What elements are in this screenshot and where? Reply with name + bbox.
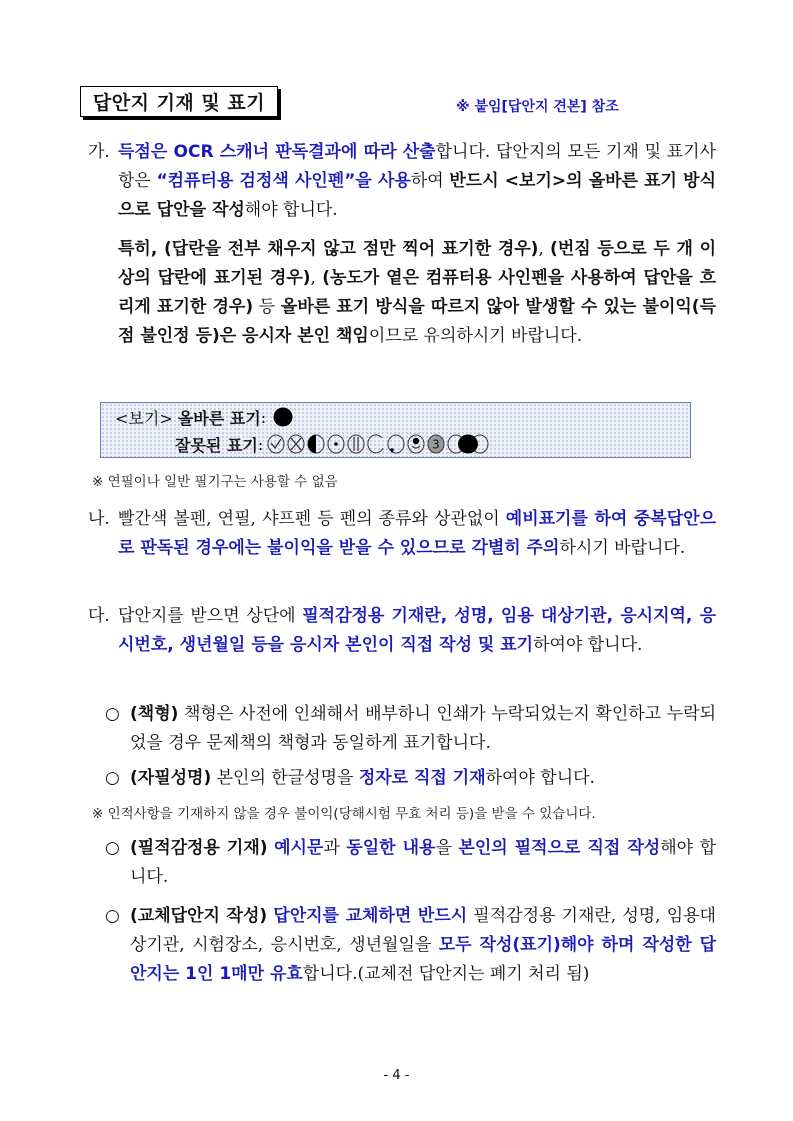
- ga-text: ,: [538, 239, 551, 259]
- bullet-circle: ○: [105, 704, 120, 724]
- correct-mark-row: [115, 405, 294, 429]
- ga-case-1: 특히, (답란을 전부 채우지 않고 점만 찍어 표기한 경우): [118, 239, 539, 259]
- replacement-text: 필적감정용 기재란, 성명, 임용대상기관, 시험장소, 응시번호, 생년월일을: [130, 906, 716, 955]
- section-ga-paragraph-1: [118, 138, 716, 225]
- da-highlight-fields: 필적감정용 기재란, 성명, 임용 대상기관, 응시지역, 응시번호, 생년월일 등을 응시자 본인이 직접 작성 및 표기: [118, 606, 716, 655]
- wrong-mark-row: [175, 432, 489, 456]
- page-number: - 4 -: [383, 1068, 410, 1083]
- signature-highlight: 정자로 직접 기재: [358, 768, 486, 788]
- na-text: 빨간색 볼펜, 연필, 샤프펜 등 펜의 종류와 상관없이: [118, 509, 506, 529]
- half-filled-icon: [307, 434, 325, 454]
- partial-circle-icon: [367, 434, 385, 454]
- example-prefix: <보기>: [115, 408, 173, 428]
- bullet-handwriting: [130, 834, 716, 892]
- handwriting-same-content: 동일한 내용: [346, 838, 436, 858]
- number-three-mark-icon: [427, 434, 445, 454]
- ga-text: 해야 합니다.: [244, 200, 338, 220]
- bullet-replacement: [130, 902, 716, 989]
- section-ga-marker: 가.: [88, 142, 110, 162]
- handwriting-text: 해야 합니다.: [130, 838, 716, 887]
- ga-text: 합니다. 답안지의 모든 기재 및 표기사항은: [118, 142, 716, 191]
- section-ga-paragraph-2: [118, 235, 716, 351]
- smudge-mark-icon: [407, 434, 425, 454]
- ga-case-2: (번짐 등으로 두 개 이상의 답란에 표기된 경우): [118, 239, 716, 288]
- section-da-paragraph: [118, 602, 716, 660]
- bullet-signature: [130, 764, 716, 793]
- ga-text: 등: [253, 297, 281, 317]
- bullet-circle: ○: [105, 768, 120, 788]
- colon: :: [257, 434, 264, 454]
- ga-case-3: (농도가 옅은 컴퓨터용 사인펜을 사용하여 답안을 흐리게 표기한 경우): [118, 268, 716, 317]
- filled-circle-icon: [272, 406, 294, 428]
- handwriting-head: (필적감정용 기재): [130, 838, 268, 858]
- ga-text: 이므로 유의하시기 바랍니다.: [368, 326, 583, 346]
- pencil-note: ※ 연필이나 일반 필기구는 사용할 수 없음: [92, 474, 338, 490]
- handwriting-example: 예시문: [274, 838, 324, 858]
- bullet-circle: ○: [105, 838, 120, 858]
- correct-mark-label: 올바른 표기: [177, 408, 261, 428]
- ga-bold-method: 반드시 <보기>의 올바른 표기 방식으로 답안을 작성: [118, 171, 716, 220]
- da-text: 답안지를 받으면 상단에: [118, 606, 303, 626]
- wrong-mark-label: 잘못된 표기: [175, 435, 258, 455]
- replacement-head: (교체답안지 작성): [130, 906, 268, 926]
- replacement-highlight-1: 답안지를 교체하면 반드시: [273, 906, 468, 926]
- na-text: 하시기 바랍니다.: [559, 538, 686, 558]
- low-dot-mark-icon: [387, 434, 405, 454]
- na-highlight-warning: 예비표기를 하여 중복답안으로 판독된 경우에는 불이익을 받을 수 있으므로 각별히 주의: [118, 509, 716, 558]
- wrong-marks: [267, 434, 489, 454]
- section-da-marker: 다.: [88, 606, 110, 626]
- section-na-paragraph: [118, 505, 716, 563]
- signature-head: (자필성명): [130, 768, 212, 788]
- bullet-booklet-type: [130, 700, 716, 758]
- reference-note: ※ 붙임[답안지 견본] 참조: [456, 99, 619, 115]
- bullet-circle: ○: [105, 906, 120, 926]
- identity-note: ※ 인적사항을 기재하지 않을 경우 불이익(당해시험 무효 처리 등)을 받을 수 있습니다.: [92, 806, 596, 822]
- ga-highlight-pen: “컴퓨터용 검정색 사인펜”을 사용: [156, 171, 411, 191]
- ga-text: 하여: [410, 171, 450, 191]
- check-mark-icon: [267, 434, 285, 454]
- line-mark-icon: [347, 434, 365, 454]
- signature-text: 본인의 한글성명을: [211, 768, 359, 788]
- x-mark-icon: [287, 434, 305, 454]
- number-three-text: 3: [432, 437, 441, 452]
- handwriting-text: 과: [323, 838, 347, 858]
- ga-text: ,: [310, 268, 323, 288]
- overfill-mark-icon: [447, 434, 489, 454]
- handwriting-own-writing: 본인의 필적으로 직접 작성: [458, 838, 661, 858]
- replacement-highlight-2: 모두 작성(표기)해야 하며 작성한 답안지는 1인 1매만 유효: [130, 935, 717, 984]
- booklet-type-text: 책형은 사전에 인쇄해서 배부하니 인쇄가 누락되었는지 확인하고 누락되었을 경우 문제책의 책형과 동일하게 표기합니다.: [130, 704, 716, 753]
- section-title: 답안지 기재 및 표기: [80, 86, 278, 117]
- ga-responsibility: 올바른 표기 방식을 따르지 않아 발생할 수 있는 불이익(득점 불인정 등)은 응시자 본인 책임: [118, 297, 716, 346]
- da-text: 하여야 합니다.: [533, 635, 643, 655]
- dot-mark-icon: [327, 434, 345, 454]
- booklet-type-head: (책형): [130, 704, 179, 724]
- colon: :: [260, 407, 267, 427]
- section-na-marker: 나.: [88, 509, 110, 529]
- ga-highlight-ocr: 득점은 OCR 스캐너 판독결과에 따라 산출: [118, 142, 436, 162]
- replacement-text: 합니다.(교체전 답안지는 폐기 처리 됨): [302, 964, 590, 984]
- handwriting-text: 을: [435, 838, 459, 858]
- marking-example-box: [100, 402, 691, 458]
- signature-text: 하여야 합니다.: [485, 768, 595, 788]
